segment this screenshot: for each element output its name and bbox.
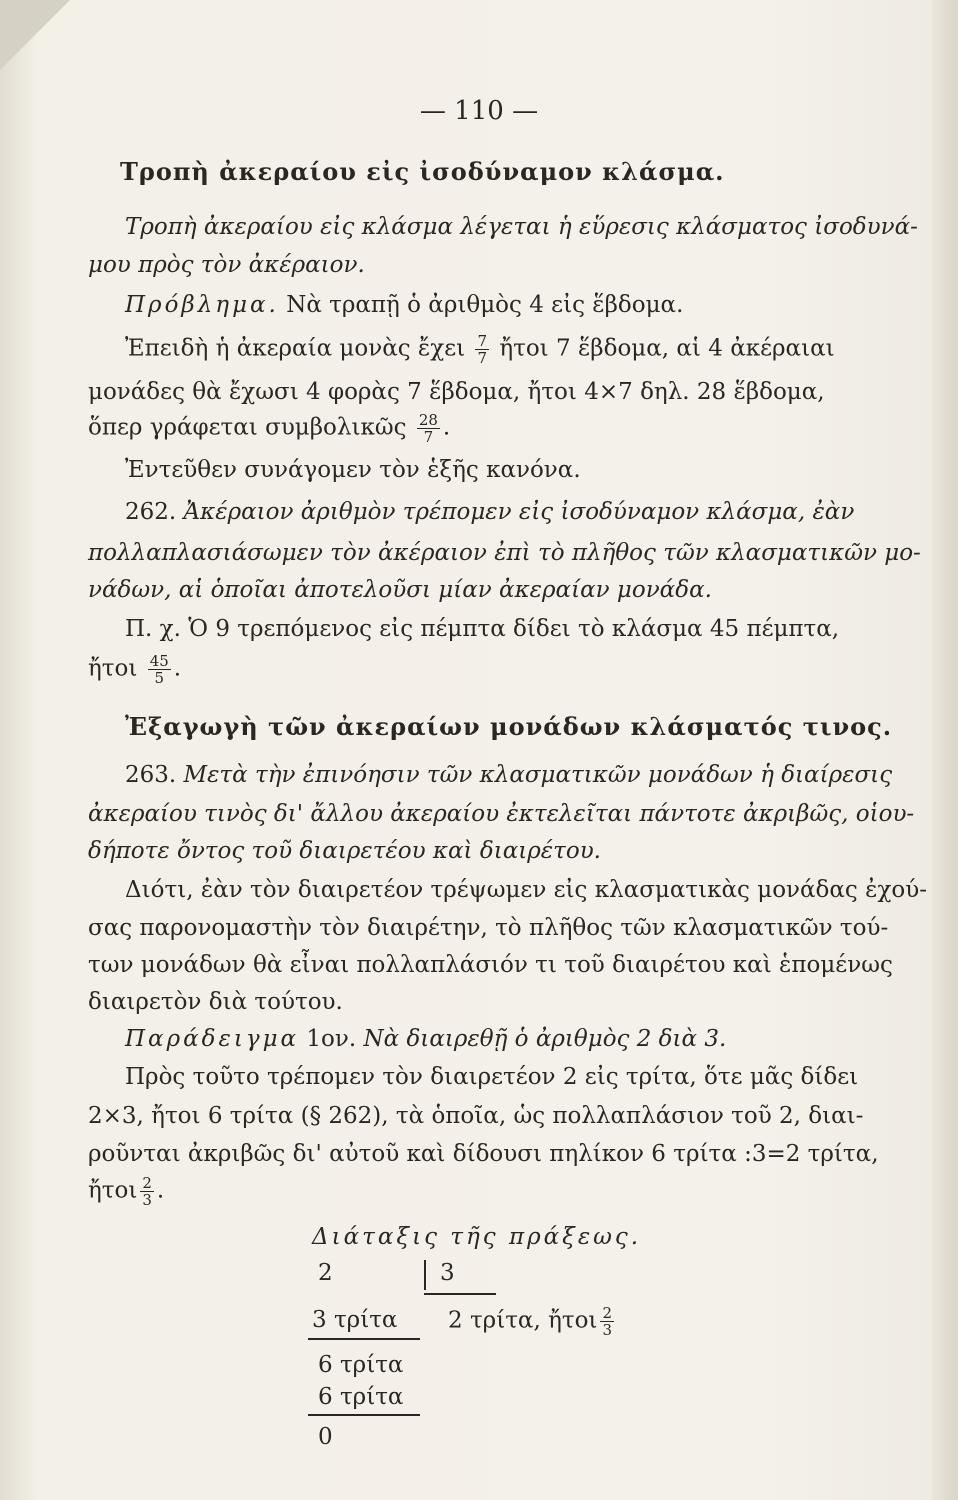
scheme-remainder: 0	[318, 1424, 333, 1450]
scheme-row-1: 3 τρίτα	[312, 1307, 398, 1333]
paragraph-line: 2×3, ἤτοι 6 τρίτα (§ 262), τὰ ὁποῖα, ὡς πολλαπλάσιον τοῦ 2, διαι-	[88, 1103, 864, 1129]
text-span: Μετὰ τὴν ἐπινόησιν τῶν κλασματικῶν μονάδων ἡ διαίρεσις	[183, 762, 893, 788]
example-number: 1ον.	[306, 1026, 357, 1052]
paragraph-line: μονάδες θὰ ἔχωσι 4 φορὰς 7 ἕβδομα, ἤτοι 4×7 δηλ. 28 ἕβδομα,	[88, 379, 825, 405]
rule-line: πολλαπλασιάσωμεν τὸν ἀκέραιον ἐπὶ τὸ πλῆθος τῶν κλασματικῶν μο-	[88, 540, 921, 566]
scheme-divisor: 3	[440, 1260, 455, 1286]
example-line	[88, 653, 958, 686]
text-span: .	[442, 414, 451, 441]
paragraph-number: 262.	[125, 499, 177, 525]
fraction-45-5: $\frac{45}{5}$	[149, 652, 169, 687]
example-heading	[125, 1024, 958, 1054]
paragraph-line: Πρὸς τοῦτο τρέπομεν τὸν διαιρετέον 2 εἰς τρίτα, ὅτε μᾶς δίδει	[125, 1064, 859, 1090]
problem-text: Νὰ τραπῇ ὁ ἀριθμὸς 4 εἰς ἕβδομα.	[286, 292, 684, 318]
rule-line: νάδων, αἱ ὁποῖαι ἀποτελοῦσι μίαν ἀκεραίαν μονάδα.	[88, 577, 712, 603]
text-span: .	[156, 1177, 165, 1204]
fraction-2-3: $\frac{2}{3}$	[142, 1174, 152, 1209]
example-task: Νὰ διαιρεθῇ ὁ ἀριθμὸς 2 διὰ 3.	[363, 1026, 727, 1052]
paragraph-line: διαιρετὸν διὰ τούτου.	[88, 989, 343, 1015]
example-line: Π. χ. Ὁ 9 τρεπόμενος εἰς πέμπτα δίδει τὸ κλάσμα 45 πέμπτα,	[125, 616, 840, 642]
text-span: ἤτοι	[88, 655, 138, 682]
scheme-row-2: 6 τρίτα	[318, 1352, 404, 1378]
scheme-quotient	[448, 1305, 617, 1338]
problem-line	[125, 290, 958, 320]
rule-line	[125, 497, 958, 527]
quotient-fraction: $\frac{2}{3}$	[602, 1304, 613, 1339]
section-title-1: Τροπὴ ἀκεραίου εἰς ἰσοδύναμον κλάσμα.	[120, 157, 725, 186]
division-bar-vertical	[424, 1260, 426, 1290]
text-span: Ἐπειδὴ ἡ ἀκεραία μονὰς ἔχει	[125, 335, 466, 362]
division-bar-horizontal	[424, 1293, 496, 1295]
paragraph-line: σας παρονομαστὴν τὸν διαιρέτην, τὸ πλῆθος τῶν κλασματικῶν τού-	[88, 915, 889, 941]
paragraph-line	[88, 1175, 958, 1208]
quotient-text: 2 τρίτα, ἤτοι	[448, 1307, 598, 1334]
text-span: .	[173, 655, 182, 682]
fraction-28-7: $\frac{28}{7}$	[418, 411, 438, 446]
scheme-row-3: 6 τρίτα	[318, 1384, 404, 1410]
rule-text: Ἀκέραιον ἀριθμὸν τρέπομεν εἰς ἰσοδύναμον κλάσμα, ἐὰν	[183, 499, 855, 525]
page-number: — 110 —	[419, 96, 539, 126]
paragraph-line	[125, 333, 958, 366]
paragraph-number: 263.	[125, 762, 177, 788]
paragraph-line: Τροπὴ ἀκεραίου εἰς κλάσμα λέγεται ἡ εὕρεσις κλάσματος ἰσοδυνά-	[125, 214, 918, 240]
subtraction-rule	[308, 1414, 420, 1416]
fraction-7-7: $\frac{7}{7}$	[477, 332, 488, 367]
paragraph-line: ἀκεραίου τινὸς δι' ἄλλου ἀκεραίου ἐκτελεῖται πάντοτε ἀκριβῶς, οἱου-	[88, 801, 915, 827]
paragraph-line: δήποτε ὄντος τοῦ διαιρετέου καὶ διαιρέτου.	[88, 838, 601, 864]
paragraph-line: μου πρὸς τὸν ἀκέραιον.	[88, 252, 365, 278]
scheme-dividend: 2	[318, 1260, 333, 1286]
scheme-title: Διάταξις τῆς πράξεως.	[312, 1224, 642, 1250]
subtraction-rule	[308, 1338, 420, 1340]
paragraph-line: Ἐντεῦθεν συνάγομεν τὸν ἑξῆς κανόνα.	[125, 457, 581, 483]
section-title-2: Ἐξαγωγὴ τῶν ἀκεραίων μονάδων κλάσματός τινος.	[125, 712, 893, 741]
example-label: Παράδειγμα	[125, 1026, 300, 1052]
text-span: ὅπερ γράφεται συμβολικῶς	[88, 414, 407, 441]
paragraph-line	[88, 412, 958, 445]
problem-label: Πρόβλημα.	[125, 292, 279, 318]
text-span: ἤτοι 7 ἕβδομα, αἱ 4 ἀκέραιαι	[499, 335, 835, 362]
paragraph-line: των μονάδων θὰ εἶναι πολλαπλάσιόν τι τοῦ διαιρέτου καὶ ἑπομένως	[88, 952, 893, 978]
text-span: ἤτοι	[88, 1177, 138, 1204]
paragraph-line	[125, 760, 958, 790]
page-corner-shadow	[0, 0, 70, 70]
paragraph-line: ροῦνται ἀκριβῶς δι' αὐτοῦ καὶ δίδουσι πηλίκον 6 τρίτα :3=2 τρίτα,	[88, 1141, 879, 1167]
paragraph-line: Διότι, ἐὰν τὸν διαιρετέον τρέψωμεν εἰς κλασματικὰς μονάδας ἐχού-	[125, 877, 928, 903]
